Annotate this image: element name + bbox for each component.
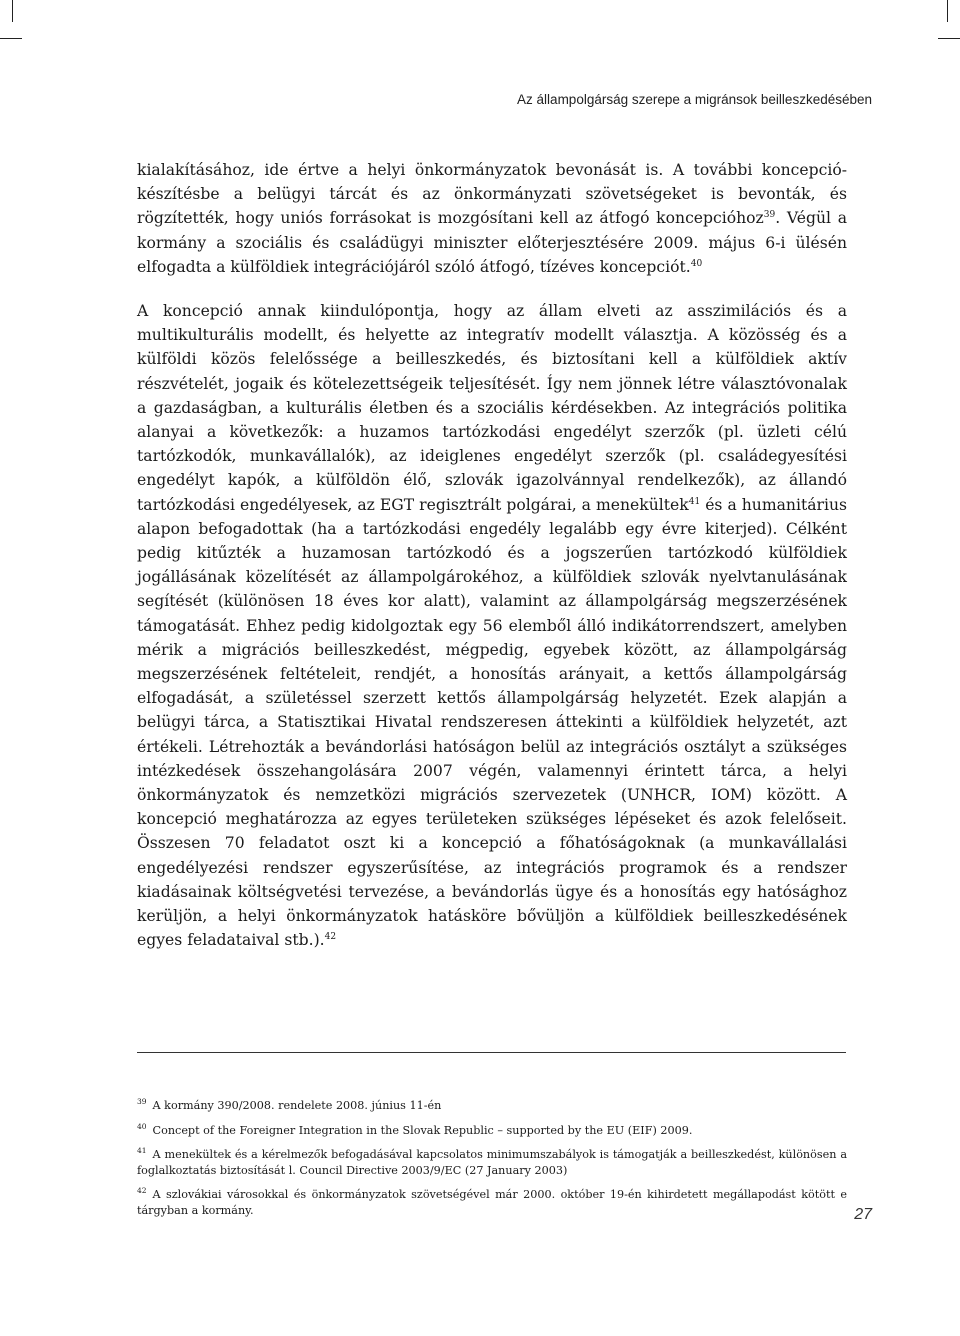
paragraph-1-part-2: . Végül a kormány a szociális és családügyi miniszter előterjesztésére 2009. május 6-i ülésén elfogadta a külföldiek integrációjáról szóló átfogó, tízéves koncepciót. [137,209,847,276]
footnote-text: Concept of the Foreigner Integration in the Slovak Republic – supported by the EU (EIF) 2009. [152,1123,693,1137]
running-header: Az állampolgárság szerepe a migránsok beilleszkedésében [517,92,872,107]
crop-mark-top-right-h [938,38,960,39]
paragraph-2-part-1: A koncepció annak kiindulópontja, hogy az állam elveti az asszimilációs és a multikulturális modellt, és helyette az integratív modellt választja. A közösség és a külföldi közös felelőssége a beilleszkedés, és biztosítani kell a külföldiek aktív részvételét, jogaik és kötelezettségeik teljesítését. Így nem jönnek létre választóvonalak a gazdaságban, a kulturális életben és a szociális kérdésekben. Az integrációs politika alanyai a következők: a huzamos tartózkodási engedélyt szerzők (pl. üzleti célú tartózkodók, munkavállalók), az ideiglenes engedélyt szerzők (pl. családegyesítési engedélyt kapók, a külföldön élő, szlovák igazolvánnyal rendelkezők), az állandó tartózkodási engedélyesek, az EGT regisztrált polgárai, a menekültek [137,302,847,514]
page-number: 27 [854,1206,872,1223]
footnote-41 [137,1147,847,1178]
paragraph-1 [137,158,847,279]
footnote-ref-40[interactable]: 40 [690,258,703,269]
footnote-number: 39 [137,1097,147,1107]
footnote-text: A kormány 390/2008. rendelete 2008. június 11-én [152,1099,442,1112]
crop-mark-top-left-h [0,38,22,39]
footnote-text: A menekültek és a kérelmezők befogadásával kapcsolatos minimumszabályok is támogatják a beilleszkedést, különösen a foglalkoztatás biztosítását l. Council Directive 2003/9/EC (27 January 2003) [137,1148,847,1177]
footnote-ref-41[interactable]: 41 [688,496,701,507]
crop-mark-top-left [12,0,13,22]
paragraph-2-part-2: és a humanitárius alapon befogadottak (ha a tartózkodási engedély legalább egy évre kiterjed). Célként pedig kitűzték a huzamosan tartózkodó és a jogszerűen tartózkodó külföldiek jogállásának közelítését az állampolgárokéhoz, a külföldiek szlovák nyelvtanulásának segítését (különösen 18 éves kor alatt), valamint az állampolgárság megszerzésének támogatását. Ehhez pedig kidolgoztak egy 56 elemből álló indikátorrendszert, amelyben mérik a migrációs beilleszkedést, mégpedig, egyebek között, az állampolgárság megszerzésének feltételeit, rendjét, a honosítás arányait, a kettős állampolgárság elfogadását, a születéssel szerzett kettős állampolgárság helyzetét. Ezek alapján a belügyi tárca, a Statisztikai Hivatal rendszeresen áttekinti a külföldiek helyzetét, azt értékeli. Létrehozták a bevándorlási hatóságon belül az integrációs osztályt a szükséges intézkedések összehangolására 2007 végén, valamennyi érintett tárca, a helyi önkormányzatok és nemzetközi migrációs szervezetek (UNHCR, IOM) között. A koncepció meghatározza az egyes területeken szükséges lépéseket és azok felelőseit. Összesen 70 feladatot oszt ki a koncepció a főhatóságoknak (a munkavállalási engedélyezési rendszer egyszerűsítése, az integrációs programok és a rendszer kiadásainak költségvetési tervezése, a bevándorlás ügye és a honosítás egy hatósághoz kerüljön, a helyi önkormányzatok hatásköre bővüljön a külföldiek beilleszkedésének egyes feladataival stb.). [137,495,848,950]
footnote-divider [137,1052,846,1053]
footnote-42 [137,1187,847,1218]
footnote-number: 40 [137,1121,147,1131]
paragraph-1-part-1: kialakításához, ide értve a helyi önkormányzatok bevonását is. A további koncepció-készítésbe a belügyi tárcát és az önkormányzati szövetségeket is bevonták, és rögzítették, hogy uniós forrásokat is mozgósítani kell az átfogó koncepcióhoz [137,161,847,228]
footnote-text: A szlovákiai városokkal és önkormányzatok szövetségével már 2000. október 19-én kihirdetett megállapodást kötött e tárgyban a kormány. [137,1188,847,1217]
footnote-ref-42[interactable]: 42 [324,932,337,943]
crop-mark-top-right [947,0,948,22]
footnotes [137,1098,847,1227]
body-text [137,158,847,953]
footnote-40 [137,1123,847,1139]
paragraph-2 [137,299,847,952]
footnote-ref-39[interactable]: 39 [763,210,776,221]
footnote-number: 42 [137,1186,147,1196]
footnote-39 [137,1098,847,1114]
footnote-number: 41 [137,1146,147,1156]
